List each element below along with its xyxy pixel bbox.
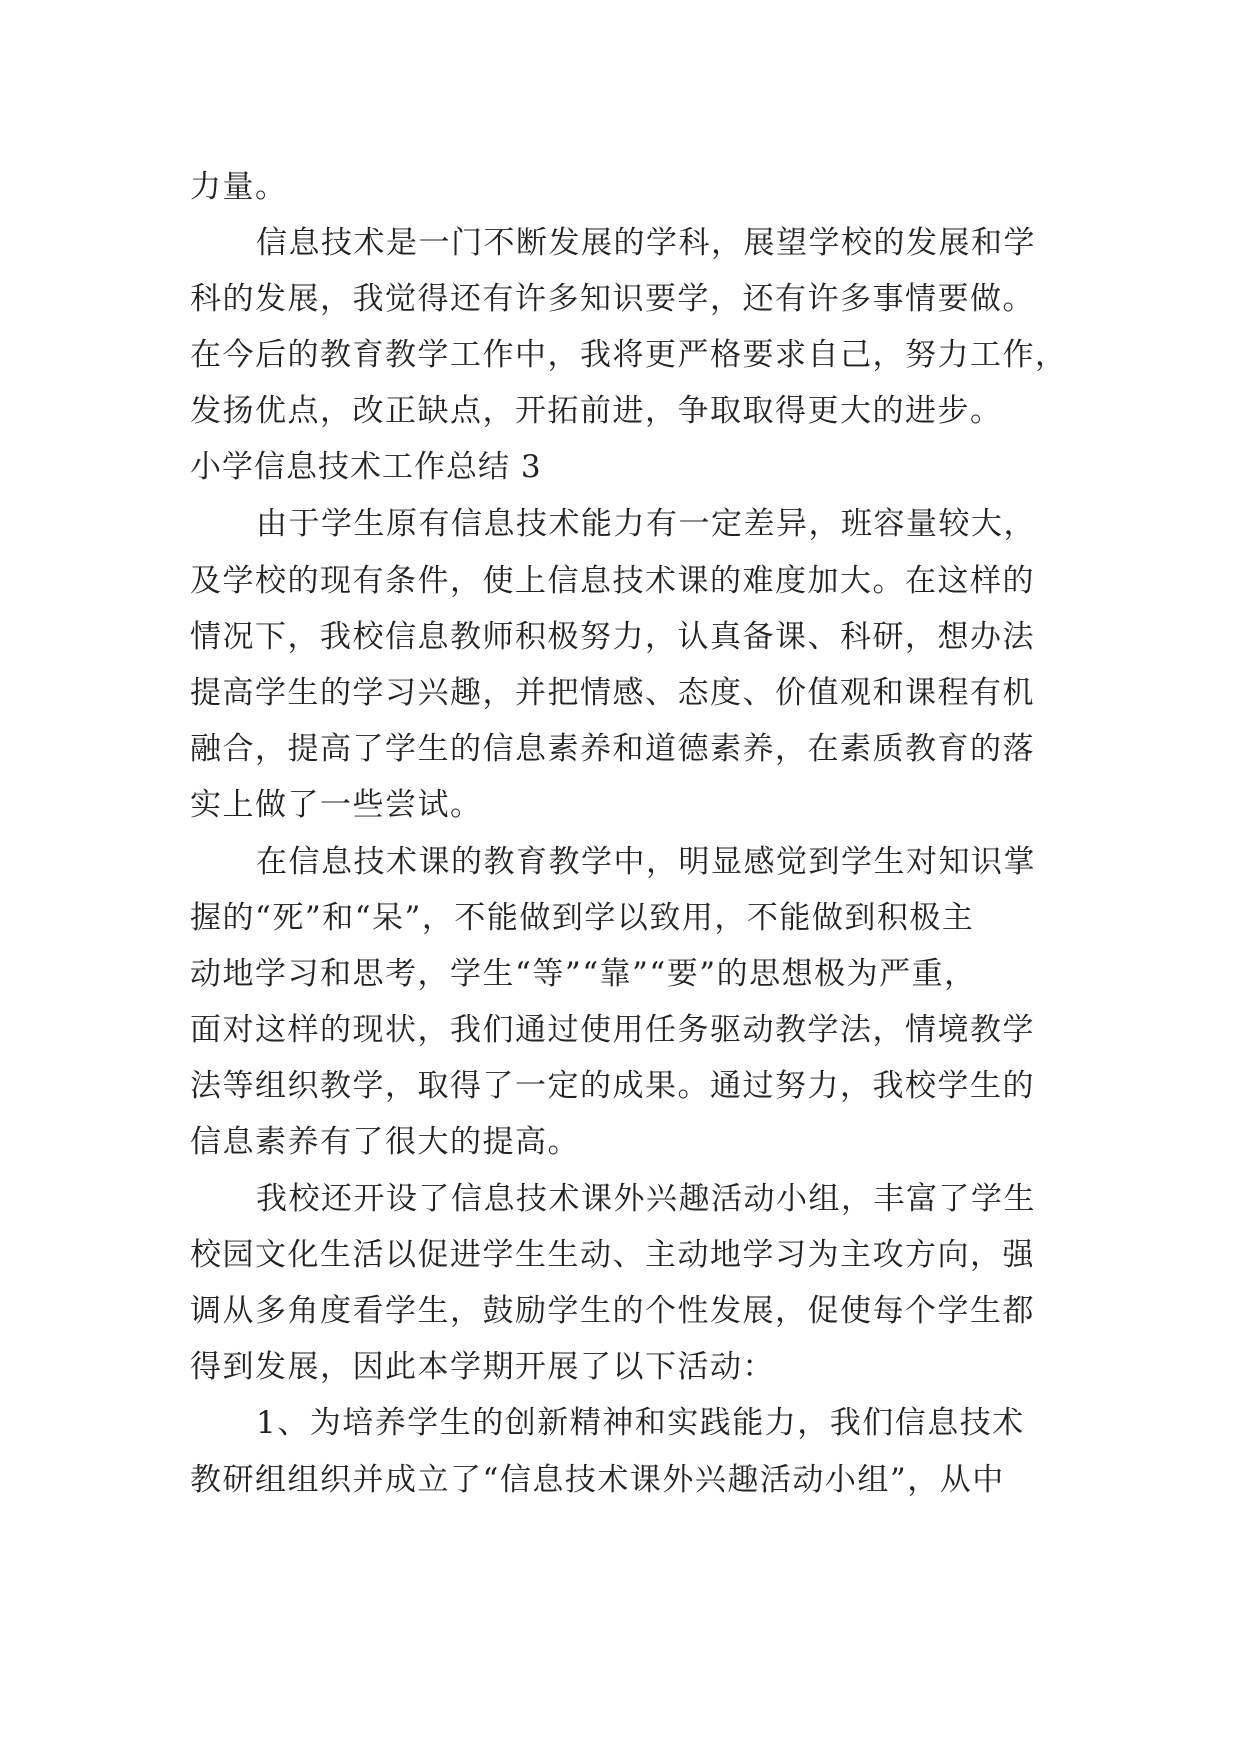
text-line: 教研组组织并成立了“信息技术课外兴趣活动小组”，从中 (190, 1462, 1005, 1498)
text-line: 实上做了一些尝试。 (190, 787, 483, 823)
text-line: 校园文化生活以促进学生生动、主动地学习为主攻方向，强 (190, 1237, 1035, 1273)
text-line: 力量。 (190, 169, 288, 205)
paragraph-start-line: 信息技术是一门不断发展的学科，展望学校的发展和学 (256, 225, 1036, 261)
paragraph-start-line: 1、为培养学生的创新精神和实践能力，我们信息技术 (256, 1405, 1025, 1441)
text-line: 动地学习和思考，学生“等”“靠”“要”的思想极为严重， (190, 956, 977, 992)
text-line: 调从多角度看学生，鼓励学生的个性发展，促使每个学生都 (190, 1293, 1035, 1329)
text-line: 握的“死”和“呆”，不能做到学以致用，不能做到积极主 (190, 900, 975, 936)
text-line: 提高学生的学习兴趣，并把情感、态度、价值观和课程有机 (190, 675, 1035, 711)
paragraph-start-line: 在信息技术课的教育教学中，明显感觉到学生对知识掌 (256, 844, 1036, 880)
text-line: 面对这样的现状，我们通过使用任务驱动教学法，情境教学 (190, 1012, 1035, 1048)
text-line: 信息素养有了很大的提高。 (190, 1124, 580, 1160)
paragraph-start-line: 由于学生原有信息技术能力有一定差异，班容量较大， (256, 506, 1036, 542)
paragraph-start-line: 我校还开设了信息技术课外兴趣活动小组，丰富了学生 (256, 1181, 1036, 1217)
text-line: 发扬优点，改正缺点，开拓前进，争取取得更大的进步。 (190, 393, 1003, 429)
text-line: 及学校的现有条件，使上信息技术课的难度加大。在这样的 (190, 563, 1035, 599)
text-line: 科的发展，我觉得还有许多知识要学，还有许多事情要做。 (190, 281, 1035, 317)
text-line: 在今后的教育教学工作中，我将更严格要求自己，努力工作， (190, 337, 1068, 373)
text-line: 情况下，我校信息教师积极努力，认真备课、科研，想办法 (190, 619, 1035, 655)
text-line: 法等组织教学，取得了一定的成果。通过努力，我校学生的 (190, 1068, 1035, 1104)
text-line: 融合，提高了学生的信息素养和道德素养，在素质教育的落 (190, 731, 1035, 767)
text-line: 得到发展，因此本学期开展了以下活动： (190, 1349, 775, 1385)
section-heading: 小学信息技术工作总结 3 (190, 449, 542, 485)
